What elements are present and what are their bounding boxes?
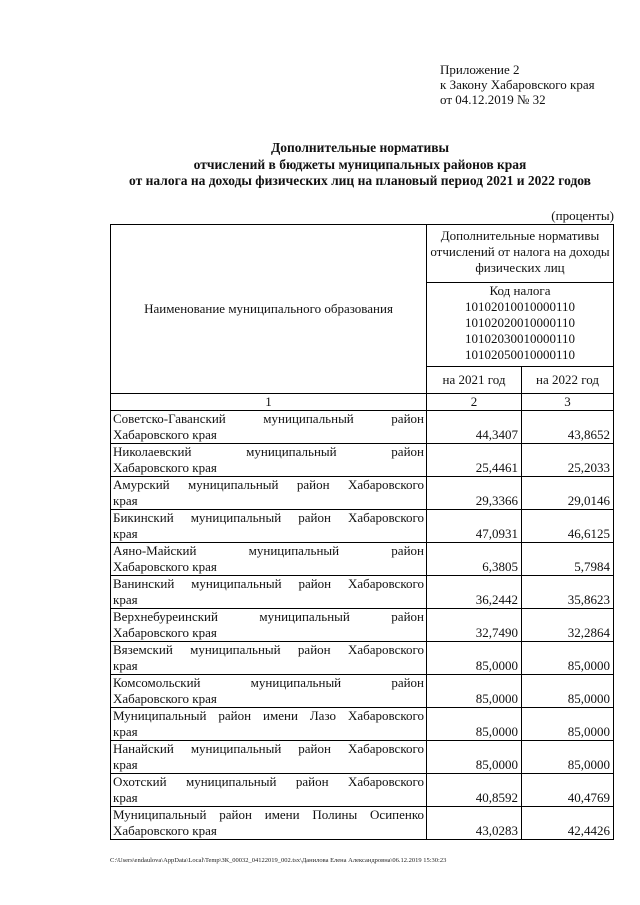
municipality-name-line-2: края — [113, 790, 138, 805]
table-row — [111, 510, 614, 543]
municipality-name — [111, 411, 427, 444]
value-2021: 25,4461 — [427, 444, 522, 477]
column-index-2: 2 — [427, 394, 522, 411]
municipality-name — [111, 510, 427, 543]
appendix-line-2: к Закону Хабаровского края — [440, 77, 595, 92]
value-2021: 44,3407 — [427, 411, 522, 444]
municipality-name-line-1: Амурский муниципальный район Хабаровского — [113, 477, 424, 492]
header-norms: Дополнительные нормативы отчислений от налога на доходы физических лиц — [427, 225, 614, 283]
municipality-name — [111, 609, 427, 642]
value-2021: 6,3805 — [427, 543, 522, 576]
value-2021: 43,0283 — [427, 807, 522, 840]
table-row — [111, 774, 614, 807]
municipality-name-line-2: Хабаровского края — [113, 691, 217, 706]
value-2022: 25,2033 — [522, 444, 614, 477]
table-row — [111, 642, 614, 675]
municipality-name-line-1: Муниципальный район имени Полины Осипенко — [113, 807, 424, 822]
file-path-footer: C:\Users\endaulova\AppData\Local\Temp\ЗК_00032_04122019_002.tsx\Данилова Елена Александровна\06.12.2019 15:30:23 — [110, 857, 447, 864]
value-2021: 85,0000 — [427, 642, 522, 675]
municipality-name — [111, 642, 427, 675]
norms-table — [110, 224, 614, 840]
municipality-name-line-2: края — [113, 724, 138, 739]
municipality-name — [111, 543, 427, 576]
appendix-line-1: Приложение 2 — [440, 62, 520, 77]
table-row — [111, 411, 614, 444]
document-title — [100, 140, 620, 190]
municipality-name-line-1: Вяземский муниципальный район Хабаровского — [113, 642, 424, 657]
value-2021: 85,0000 — [427, 675, 522, 708]
municipality-name-line-2: Хабаровского края — [113, 559, 217, 574]
municipality-name-line-1: Аяно-Майский муниципальный район — [113, 543, 424, 558]
municipality-name-line-1: Советско-Гаванский муниципальный район — [113, 411, 424, 426]
municipality-name-line-1: Охотский муниципальный район Хабаровского — [113, 774, 424, 789]
table-row — [111, 708, 614, 741]
municipality-name — [111, 675, 427, 708]
municipality-name — [111, 576, 427, 609]
municipality-name-line-2: Хабаровского края — [113, 427, 217, 442]
municipality-name — [111, 807, 427, 840]
value-2021: 85,0000 — [427, 708, 522, 741]
municipality-name-line-2: Хабаровского края — [113, 823, 217, 838]
municipality-name-line-1: Нанайский муниципальный район Хабаровского — [113, 741, 424, 756]
header-year-2021: на 2021 год — [427, 367, 522, 394]
title-line-2: отчислений в бюджеты муниципальных районов края — [193, 156, 527, 172]
tax-code: 10102010010000110 — [464, 299, 576, 314]
appendix-line-3: от 04.12.2019 № 32 — [440, 92, 546, 107]
value-2021: 36,2442 — [427, 576, 522, 609]
value-2022: 29,0146 — [522, 477, 614, 510]
municipality-name-line-1: Верхнебуреинский муниципальный район — [113, 609, 424, 624]
title-line-3: от налога на доходы физических лиц на плановый период 2021 и 2022 годов — [129, 173, 591, 188]
value-2022: 5,7984 — [522, 543, 614, 576]
tax-code-label: Код налога — [489, 283, 551, 298]
municipality-name-line-2: Хабаровского края — [113, 625, 217, 640]
municipality-name-line-1: Муниципальный район имени Лазо Хабаровского — [113, 708, 424, 723]
units-label: (проценты) — [551, 208, 614, 223]
municipality-name — [111, 708, 427, 741]
table-row — [111, 576, 614, 609]
column-index-3: 3 — [522, 394, 614, 411]
municipality-name-line-2: Хабаровского края — [113, 460, 217, 475]
header-municipality: Наименование муниципального образования — [111, 225, 427, 394]
table-row — [111, 609, 614, 642]
appendix-block — [440, 62, 595, 107]
municipality-name-line-1: Николаевский муниципальный район — [113, 444, 424, 459]
tax-code: 10102030010000110 — [464, 331, 576, 346]
table-row — [111, 444, 614, 477]
header-tax-codes — [427, 283, 614, 367]
municipality-name-line-2: края — [113, 592, 138, 607]
tax-code: 10102050010000110 — [464, 347, 576, 362]
value-2022: 40,4769 — [522, 774, 614, 807]
value-2022: 46,6125 — [522, 510, 614, 543]
value-2022: 85,0000 — [522, 708, 614, 741]
table-row — [111, 807, 614, 840]
table-row — [111, 741, 614, 774]
value-2022: 35,8623 — [522, 576, 614, 609]
municipality-name-line-2: края — [113, 526, 138, 541]
municipality-name-line-2: края — [113, 493, 138, 508]
table-row — [111, 477, 614, 510]
municipality-name — [111, 741, 427, 774]
municipality-name-line-2: края — [113, 757, 138, 772]
title-line-1: Дополнительные нормативы — [270, 140, 450, 155]
value-2021: 32,7490 — [427, 609, 522, 642]
tax-code: 10102020010000110 — [464, 315, 576, 330]
municipality-name — [111, 477, 427, 510]
value-2022: 32,2864 — [522, 609, 614, 642]
municipality-name-line-1: Ванинский муниципальный район Хабаровского — [113, 576, 424, 591]
value-2022: 42,4426 — [522, 807, 614, 840]
value-2022: 43,8652 — [522, 411, 614, 444]
value-2022: 85,0000 — [522, 741, 614, 774]
municipality-name-line-1: Бикинский муниципальный район Хабаровского — [113, 510, 424, 525]
value-2021: 85,0000 — [427, 741, 522, 774]
municipality-name-line-2: края — [113, 658, 138, 673]
municipality-name — [111, 774, 427, 807]
header-year-2022: на 2022 год — [522, 367, 614, 394]
value-2022: 85,0000 — [522, 675, 614, 708]
table-row — [111, 675, 614, 708]
column-index-1: 1 — [111, 394, 427, 411]
value-2021: 47,0931 — [427, 510, 522, 543]
value-2021: 40,8592 — [427, 774, 522, 807]
municipality-name — [111, 444, 427, 477]
value-2021: 29,3366 — [427, 477, 522, 510]
value-2022: 85,0000 — [522, 642, 614, 675]
municipality-name-line-1: Комсомольский муниципальный район — [113, 675, 424, 690]
table-row — [111, 543, 614, 576]
